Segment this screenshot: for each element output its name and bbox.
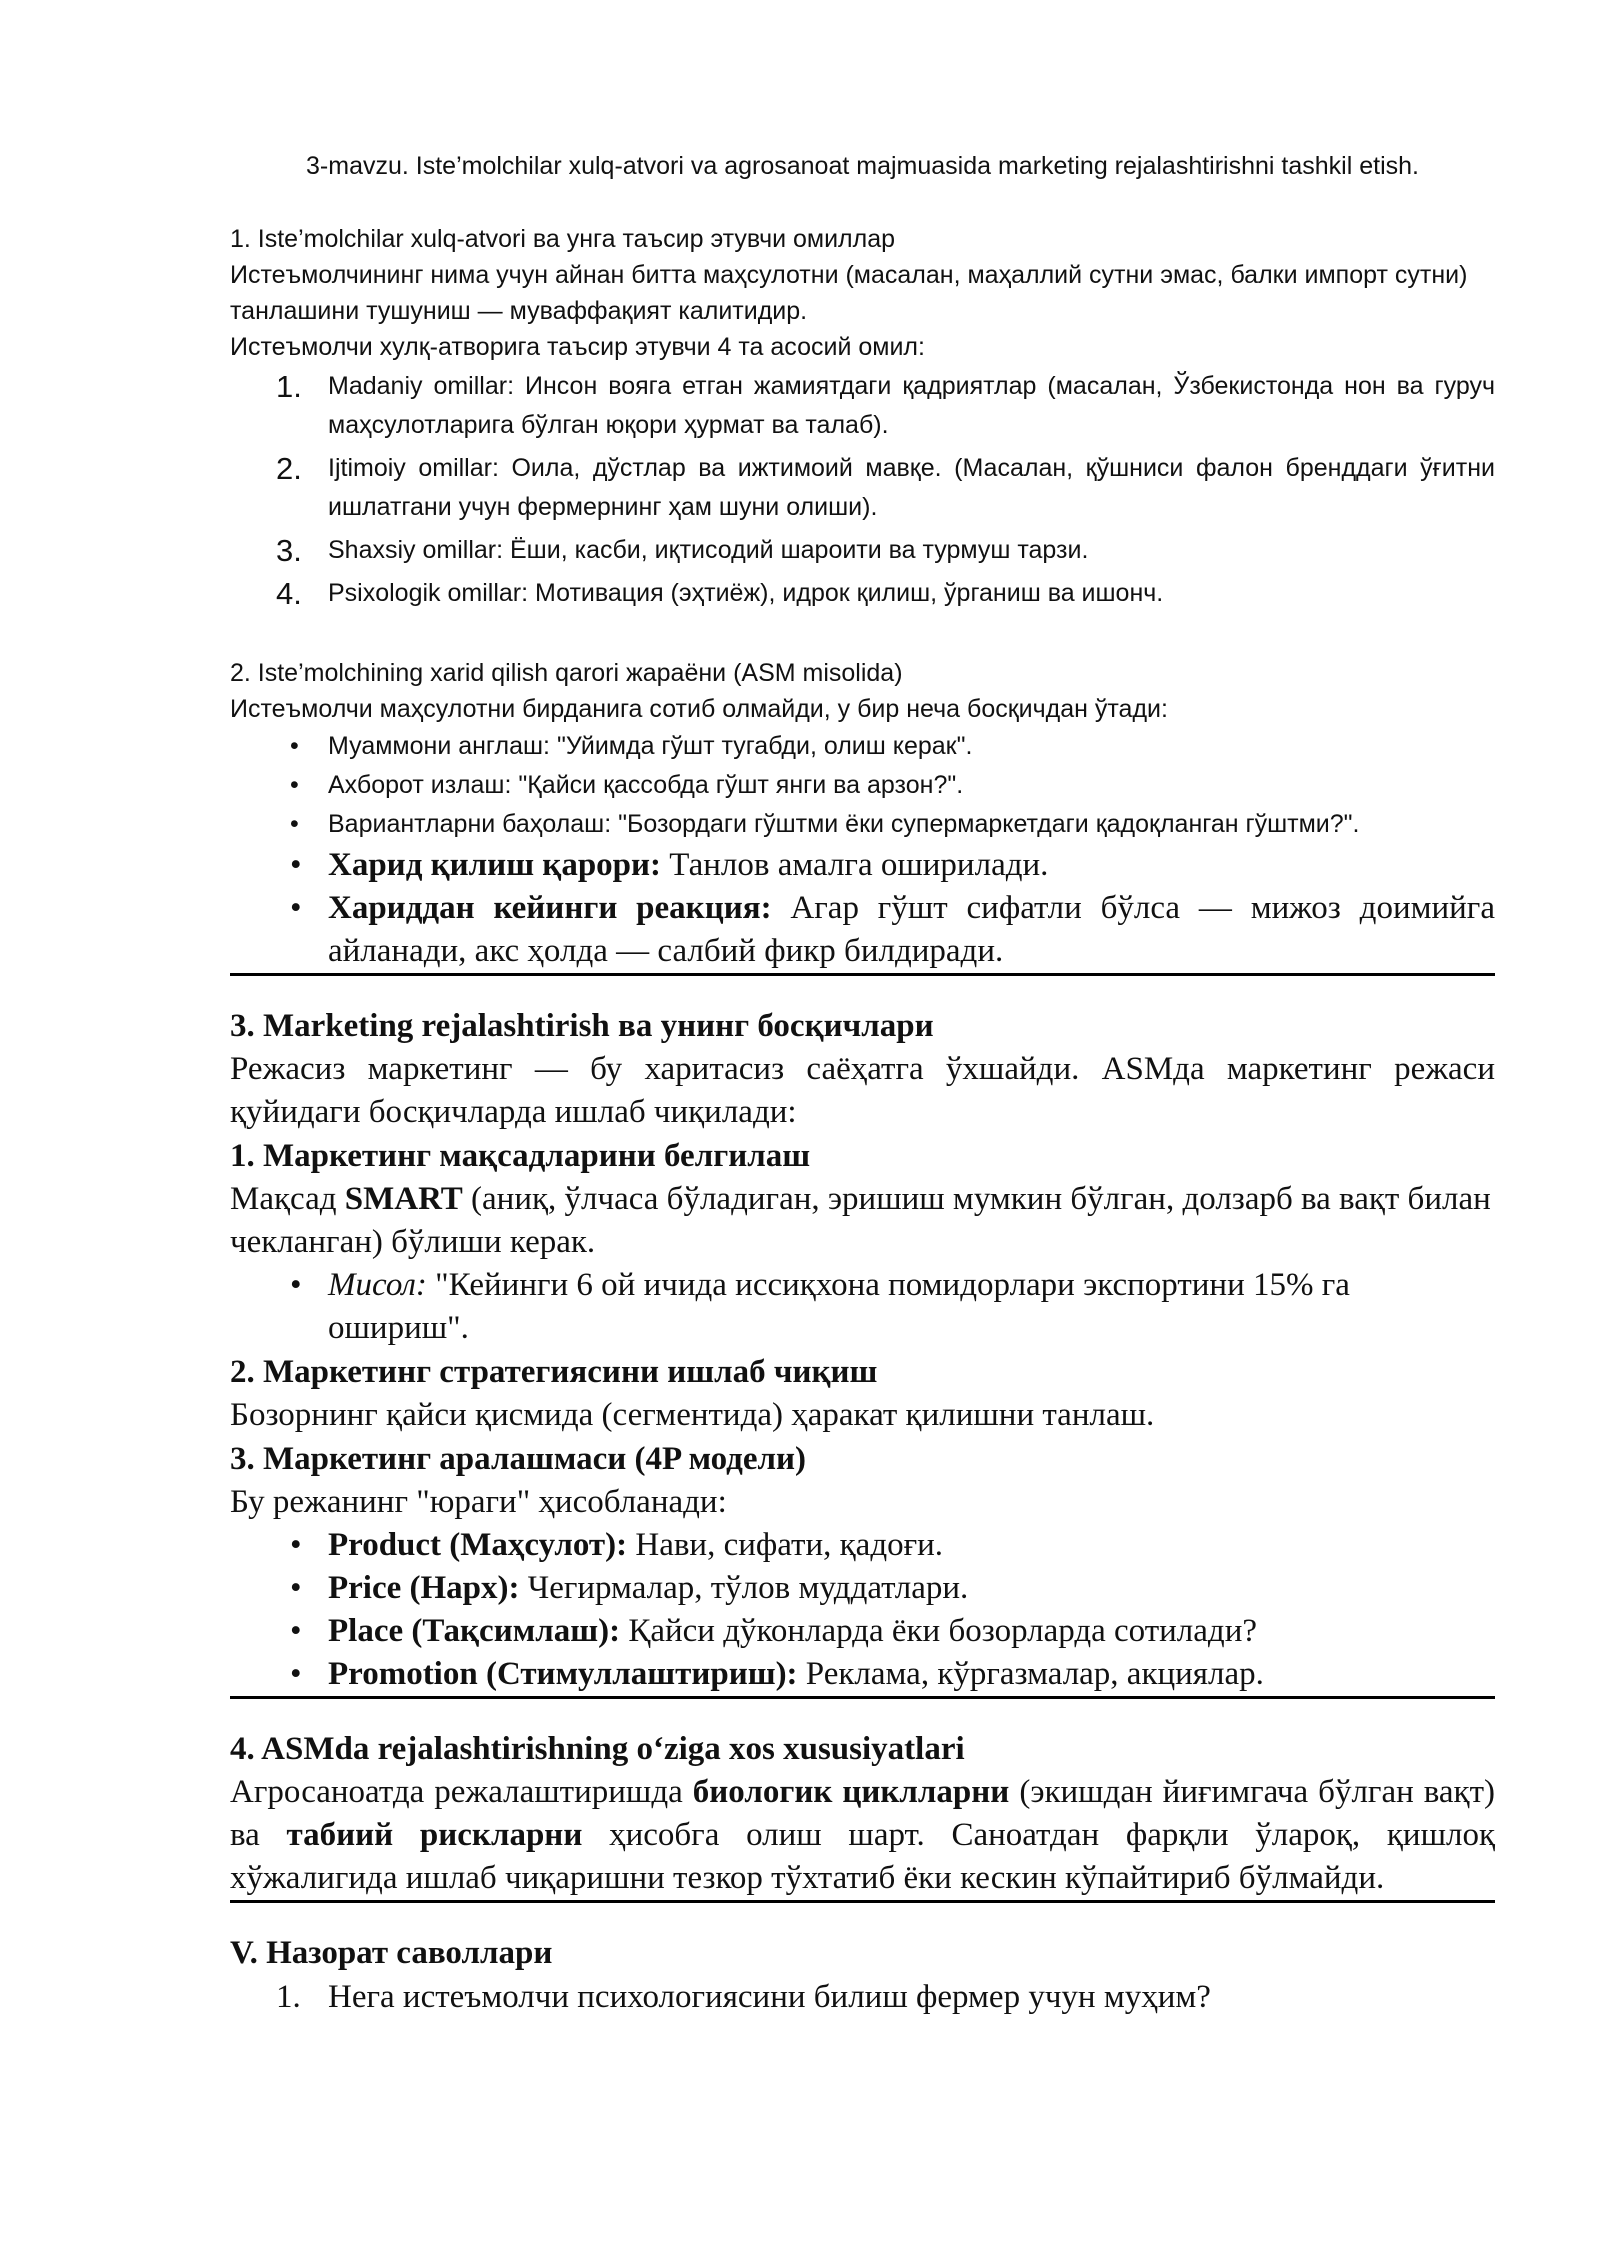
document-title: 3-mavzu. Iste’molchilar xulq-atvori va agrosanoat majmuasida marketing rejalashtirishni tashkil etish. — [306, 152, 1419, 180]
list-item-text: "Кейинги 6 ой ичида иссиқхона помидорлари экспортини 15% га ошириш". — [328, 1266, 1350, 1346]
step-text-part: (аниқ, ўлчаса бўладиган, эришиш мумкин бўлган, долзарб ва вақт билан чекланган) бўлиши керак. — [230, 1180, 1491, 1260]
spacer — [230, 1903, 1495, 1931]
emphasis: биологик циклларни — [692, 1773, 1010, 1810]
list-item-text: Реклама, кўргазмалар, акциялар. — [797, 1655, 1264, 1692]
stages-list — [230, 727, 1495, 844]
list-item-text: Чегирмалар, тўлов муддатлари. — [519, 1569, 969, 1606]
list-number: 1. — [276, 368, 302, 404]
section-marketing-planning — [230, 1004, 1495, 1699]
list-item-text: Ахборот излаш: "Қайси қассобда гўшт янги ва арзон?". — [328, 770, 964, 799]
list-item — [230, 367, 1495, 445]
smart-term: SMART — [344, 1180, 463, 1217]
bullet-icon: • — [290, 1655, 302, 1692]
factors-list — [230, 367, 1495, 613]
bullet-icon: • — [290, 889, 302, 926]
list-item — [230, 805, 1495, 844]
emphasis: табиий рискларни — [286, 1816, 583, 1853]
bullet-icon: • — [290, 1612, 302, 1649]
list-number: 2. — [276, 450, 302, 486]
list-item — [230, 574, 1495, 613]
list-item-text: Муаммони англаш: "Уйимда гўшт тугабди, олиш керак". — [328, 731, 973, 760]
list-item-text: Қайси дўконларда ёки бозорларда сотилади? — [620, 1612, 1258, 1649]
list-item-text: Агар гўшт сифатли бўлса — мижоз доимийга айланади, акс ҳолда — салбий фикр билдиради. — [328, 889, 1495, 969]
text-part: ҳисобга олиш шарт. Саноатдан фарқли ўлароқ, қишлоқ хўжалигида ишлаб чиқаришни тезкор тўхтатиб ёки кескин кўпайтириб бўлмайди. — [230, 1816, 1496, 1896]
section-review-questions — [230, 1931, 1495, 2019]
list-item — [230, 1264, 1495, 1350]
example-label: Мисол: — [328, 1266, 427, 1303]
spacer — [230, 976, 1495, 1004]
step-heading: 1. Маркетинг мақсадларини белгилаш — [230, 1137, 811, 1174]
bullet-icon: • — [290, 809, 299, 838]
section-heading: 1. Iste’molchilar xulq-atvori ва унга таъсир этувчи омиллар — [230, 224, 896, 253]
list-item — [230, 727, 1495, 766]
list-item — [230, 844, 1495, 887]
section-purchase-decision — [230, 655, 1495, 976]
step-heading: 3. Маркетинг аралашмаси (4P модели) — [230, 1440, 807, 1477]
list-item — [230, 1653, 1495, 1696]
list-item-text: Нега истеъмолчи психологиясини билиш фермер учун муҳим? — [328, 1978, 1211, 2015]
list-item-text: Shaxsiy omillar: Ёши, касби, иқтисодий шароити ва турмуш тарзи. — [328, 535, 1089, 564]
list-item-label: Price (Нарх): — [328, 1569, 520, 1606]
list-item-text: Psixologik omillar: Мотивация (эҳтиёж), идрок қилиш, ўрганиш ва ишонч. — [328, 578, 1164, 607]
section-intro: Режасиз маркетинг — бу харитасиз саёҳатга ўхшайди. ASMда маркетинг режаси қуйидаги босқичларда ишлаб чиқилади: — [230, 1050, 1495, 1130]
list-number: 3. — [276, 532, 302, 568]
example-list — [230, 1264, 1495, 1350]
list-item-label: Place (Тақсимлаш): — [328, 1612, 621, 1649]
list-item-label: Product (Маҳсулот): — [328, 1526, 628, 1563]
section-heading: 2. Iste’molchining xarid qilish qarori жараёни (ASM misolida) — [230, 658, 903, 687]
list-item-text: Ijtimoiy omillar: Оила, дўстлар ва ижтимоий мавқе. (Масалан, қўшниси фалон бренддаги ўғитни ишлатгани учун фермернинг ҳам шуни олиши). — [328, 453, 1495, 521]
step-text — [230, 1178, 1495, 1264]
list-item — [230, 1524, 1495, 1567]
bullet-icon: • — [290, 731, 299, 760]
document-content — [230, 150, 1495, 2019]
section-heading: V. Назорат саволлари — [230, 1934, 553, 1971]
step-text: Бу режанинг "юраги" ҳисобланади: — [230, 1483, 727, 1520]
section-heading: 3. Marketing rejalashtirish ва унинг босқичлари — [230, 1007, 934, 1044]
list-item-text: Madaniy omillar: Инсон вояга етган жамиятдаги қадриятлар (масалан, Ўзбекистонда нон ва гуруч маҳсулотларига бўлган юқори ҳурмат ва талаб). — [328, 371, 1495, 439]
list-item-label: Хариддан кейинги реакция: — [328, 889, 772, 926]
step-heading: 2. Маркетинг стратегиясини ишлаб чиқиш — [230, 1353, 878, 1390]
four-p-list — [230, 1524, 1495, 1696]
bullet-icon: • — [290, 846, 302, 883]
step-text-part: Мақсад — [230, 1180, 345, 1217]
list-item-text: Нави, сифати, қадоғи. — [627, 1526, 944, 1563]
list-item — [230, 1567, 1495, 1610]
list-number: 4. — [276, 575, 302, 611]
section-intro: Истеъмолчи маҳсулотни бирданига сотиб олмайди, у бир неча босқичдан ўтади: — [230, 694, 1168, 723]
section-lead: Истеъмолчи хулқ-атворига таъсир этувчи 4 та асосий омил: — [230, 332, 925, 361]
section-text — [230, 1771, 1495, 1900]
bullet-icon: • — [290, 1526, 302, 1563]
list-item — [230, 1975, 1495, 2019]
section-heading: 4. ASMda rejalashtirishning o‘ziga xos xususiyatlari — [230, 1730, 965, 1767]
step-text: Бозорнинг қайси қисмида (сегментида) ҳаракат қилишни танлаш. — [230, 1396, 1155, 1433]
text-part: (экишдан йиғимгача бўлган вақт) ва — [230, 1773, 1496, 1853]
list-number: 1. — [276, 1978, 301, 2015]
list-item — [230, 887, 1495, 973]
bullet-icon: • — [290, 1266, 302, 1303]
list-item-label: Харид қилиш қарори: — [328, 846, 662, 883]
stages-list-continued — [230, 844, 1495, 973]
spacer — [230, 1699, 1495, 1727]
list-item-label: Promotion (Стимуллаштириш): — [328, 1655, 798, 1692]
text-part: Агросаноатда режалаштиришда — [230, 1773, 693, 1810]
bullet-icon: • — [290, 1569, 302, 1606]
spacer — [230, 617, 1495, 655]
bullet-icon: • — [290, 770, 299, 799]
list-item — [230, 531, 1495, 570]
list-item — [230, 449, 1495, 527]
list-item-text: Вариантларни баҳолаш: "Бозордаги гўштми ёки супермаркетдаги қадоқланган гўштми?". — [328, 809, 1360, 838]
section-asm-planning-features — [230, 1727, 1495, 1903]
section-intro: Истеъмолчининг нима учун айнан битта маҳсулотни (масалан, маҳаллий сутни эмас, балки импорт сутни) танлашини тушуниш — муваффақият калитидир. — [230, 260, 1468, 325]
list-item — [230, 1610, 1495, 1653]
list-item — [230, 766, 1495, 805]
section-consumer-behavior — [230, 221, 1495, 613]
list-item-text: Танлов амалга оширилади. — [661, 846, 1049, 883]
questions-list — [230, 1975, 1495, 2019]
